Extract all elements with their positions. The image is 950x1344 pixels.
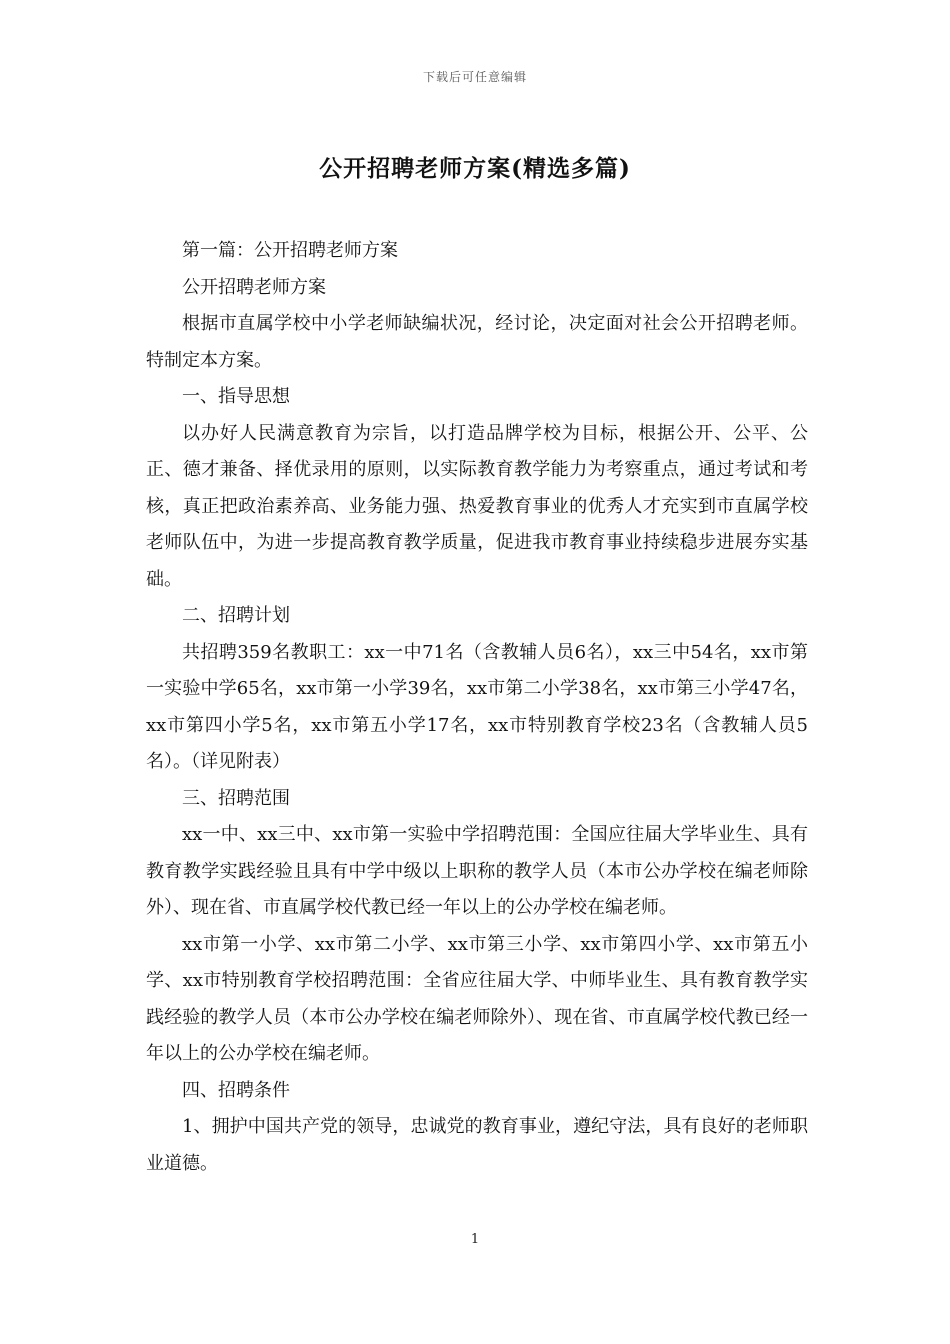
paragraph-scope-middle-schools: xx一中、xx三中、xx市第一实验中学招聘范围：全国应往届大学毕业生、具有教育教学实践经验且具有中学中级以上职称的教学人员（本市公办学校在编老师除外）、现在省、市直属学校代教已经一年以上的公办学校在编老师。: [146, 824, 808, 918]
document-body: [146, 233, 808, 1182]
page-number: 1: [470, 1232, 480, 1247]
section-heading-part-one: 第一篇：公开招聘老师方案: [182, 240, 398, 261]
paragraph-recruitment-plan: 共招聘359名教职工：xx一中71名（含教辅人员6名），xx三中54名，xx市第一实验中学65名，xx市第一小学39名，xx市第二小学38名，xx市第三小学47名，xx市第四小学5名，xx市第五小学17名，xx市特别教育学校23名（含教辅人员5名）。（详见附表）: [146, 641, 808, 772]
section-heading-recruitment-scope: 三、招聘范围: [182, 787, 290, 809]
paragraph-guiding-thought: 以办好人民满意教育为宗旨，以打造品牌学校为目标，根据公开、公平、公正、德才兼备、择优录用的原则，以实际教育教学能力为考察重点，通过考试和考核，真正把政治素养高、业务能力强、热爱教育事业的优秀人才充实到市直属学校老师队伍中，为进一步提高教育教学质量，促进我市教育事业持续稳步进展夯实基础。: [146, 422, 808, 590]
header-note: 下载后可任意编辑: [422, 70, 527, 84]
paragraph-intro: 根据市直属学校中小学老师缺编状况，经讨论，决定面对社会公开招聘老师。特制定本方案。: [146, 313, 808, 371]
section-heading-guiding-thought: 一、指导思想: [182, 386, 290, 407]
section-heading-recruitment-conditions: 四、招聘条件: [182, 1079, 290, 1101]
section-heading-recruitment-plan: 二、招聘计划: [182, 605, 290, 626]
paragraph-scope-primary-schools: xx市第一小学、xx市第二小学、xx市第三小学、xx市第四小学、xx市第五小学、xx市特别教育学校招聘范围：全省应往届大学、中师毕业生、具有教育教学实践经验的教学人员（本市公办学校在编老师除外）、现在省、市直属学校代教已经一年以上的公办学校在编老师。: [146, 933, 808, 1064]
subheading: 公开招聘老师方案: [182, 276, 326, 298]
paragraph-condition-1: 1、拥护中国共产党的领导，忠诚党的教育事业，遵纪守法，具有良好的老师职业道德。: [146, 1116, 808, 1174]
document-title: 公开招聘老师方案(精选多篇): [319, 155, 631, 182]
